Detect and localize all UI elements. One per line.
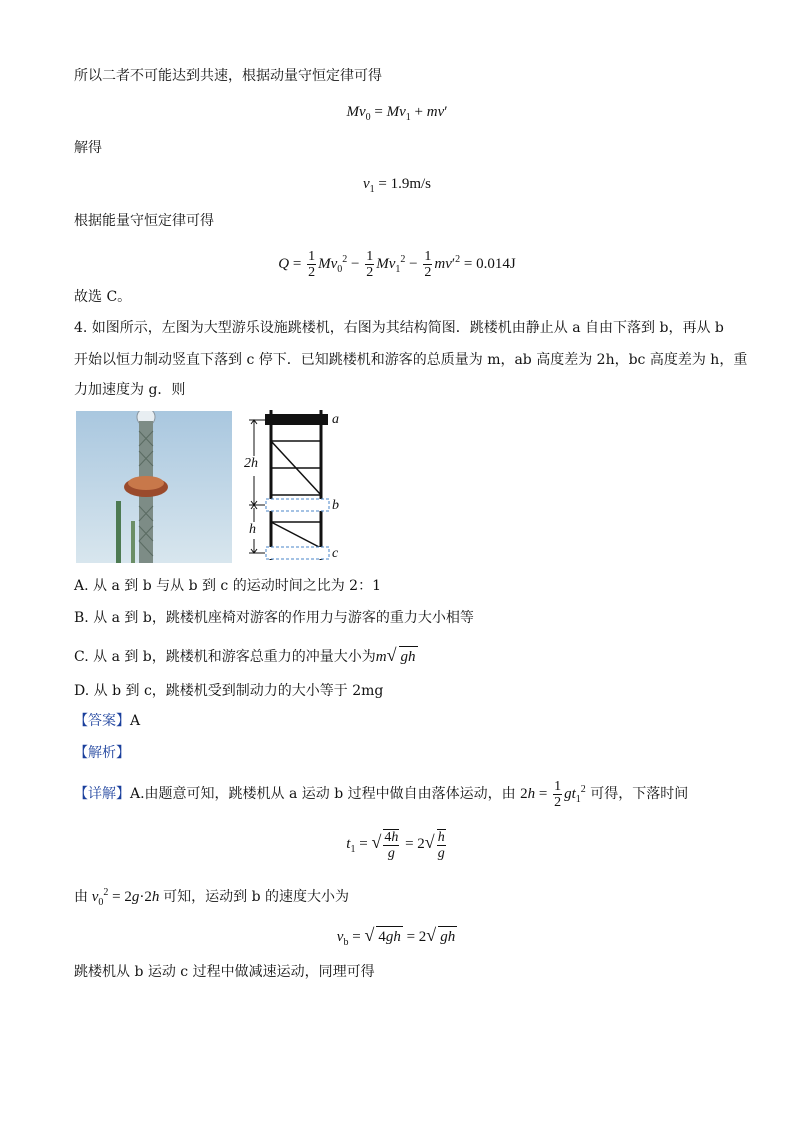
option-d: D. 从 b 到 c，跳楼机受到制动力的大小等于 2mg	[74, 683, 384, 699]
label-c: c	[332, 546, 339, 561]
option-a: A. 从 a 到 b 与从 b 到 c 的运动时间之比为 2：1	[74, 578, 381, 594]
label-2h: 2h	[244, 456, 258, 471]
answer-tag: 【答案】	[74, 713, 130, 729]
label-a: a	[332, 412, 339, 427]
equation-v1: $v_1 = 1.9m/s$	[362, 176, 432, 195]
option-c: C. 从 a 到 b，跳楼机和游客总重力的冲量大小为m√ gh	[74, 645, 416, 665]
question-text: 4. 如图所示，左图为大型游乐设施跳楼机，右图为其结构简图．跳楼机由静止从 a 自由下落到 b，再从 b	[74, 320, 724, 336]
equation-vb: $v_b$ = √ 4gh = 2√ gh	[336, 925, 456, 948]
equation-t1: $t_1$ = √ $\frac{4h}{g}$ = 2√ $\frac{h}{g}$	[346, 829, 445, 861]
text-line: 解得	[74, 140, 102, 156]
option-b: B. 从 a 到 b，跳楼机座椅对游客的作用力与游客的重力大小相等	[74, 610, 474, 626]
detail-line: 【详解】A.由题意可知，跳楼机从 a 运动 b 过程中做自由落体运动，由 2h = $\frac{1}{2}$ $gt_1^2$ 可得，下落时间	[74, 779, 689, 811]
question-text: 力加速度为 g．则	[74, 382, 186, 398]
text-line: 所以二者不可能达到共速，根据动量守恒定律可得	[74, 68, 382, 84]
label-b: b	[332, 498, 339, 513]
detail-line: 跳楼机从 b 运动 c 过程中做减速运动，同理可得	[74, 964, 375, 980]
label-h: h	[249, 522, 256, 537]
drop-tower-photo	[76, 411, 232, 563]
question-text: 开始以恒力制动竖直下落到 c 停下．已知跳楼机和游客的总质量为 m，ab 高度差为 2h，bc 高度差为 h，重	[74, 352, 748, 368]
structure-diagram	[240, 408, 350, 566]
equation-momentum: $Mv_0 = Mv_1 + mv'$	[346, 104, 448, 123]
text-line: 故选 C。	[74, 289, 132, 305]
equation-energy: Q = $\frac{1}{2}$ $Mv_0^2$ − $\frac{1}{2}$ $Mv_1^2$ − $\frac{1}{2}$ $mv'^2 = 0.014J$	[278, 249, 516, 281]
text-line: 根据能量守恒定律可得	[74, 213, 214, 229]
answer-value: A	[130, 713, 141, 729]
analysis-tag: 【解析】	[74, 745, 130, 761]
detail-line: 由 $v_0^2 = 2g\cdot 2h$ 可知，运动到 b 的速度大小为	[74, 887, 350, 908]
answer-line	[74, 711, 140, 731]
